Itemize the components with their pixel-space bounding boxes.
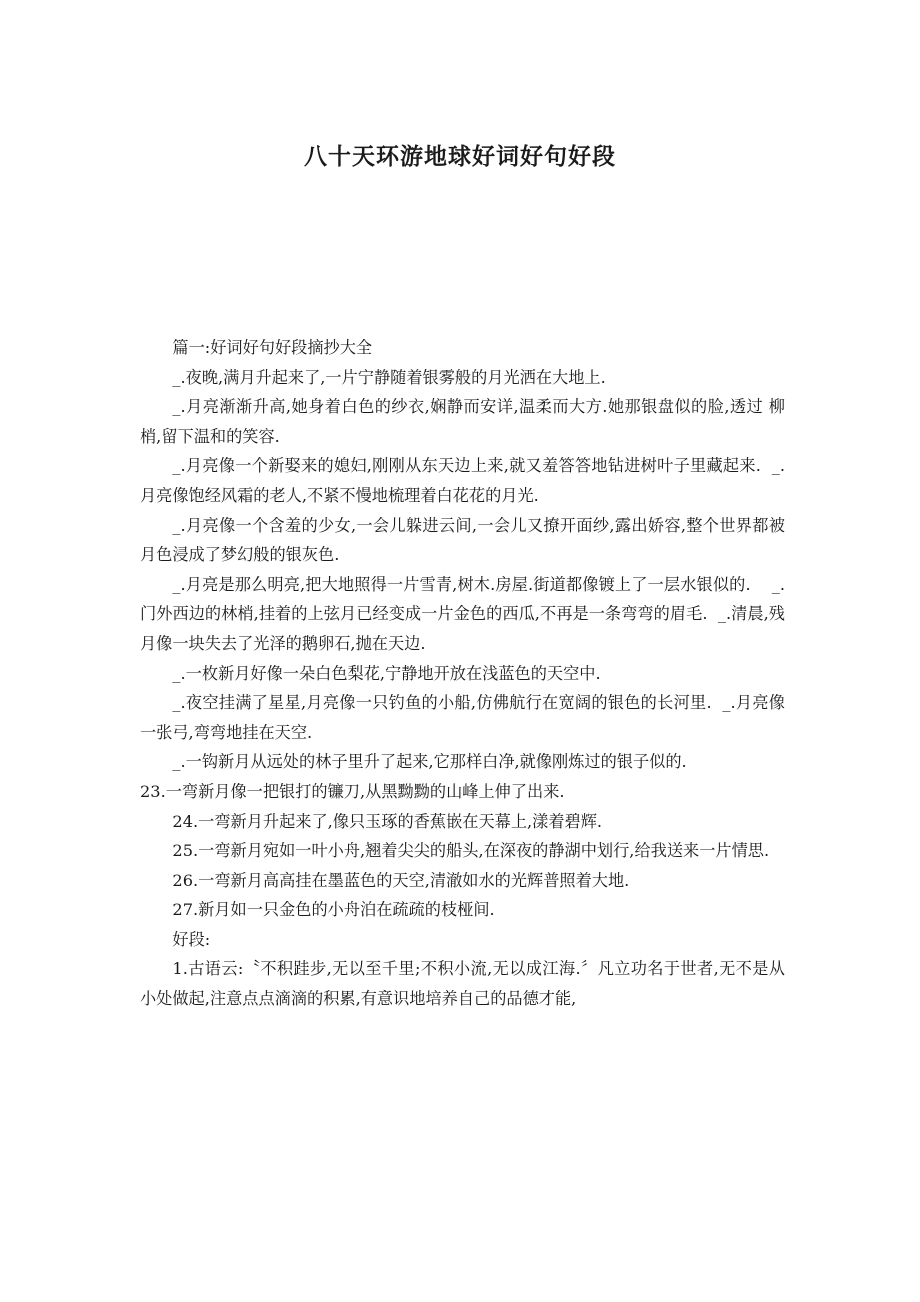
paragraph: _.月亮像一个新娶来的媳妇,刚刚从东天边上来,就又羞答答地钻进树叶子里藏起来. _.月亮像饱经风霜的老人,不紧不慢地梳理着白花花的月光. <box>140 456 785 505</box>
paragraph: _.月亮像一个含羞的少女,一会儿躲进云间,一会儿又撩开面纱,露出娇容,整个世界都被月色浸成了梦幻般的银灰色. <box>140 515 785 565</box>
paragraph: 25.一弯新月宛如一叶小舟,翘着尖尖的船头,在深夜的静湖中划行,给我送来一片情思. <box>172 841 770 861</box>
paragraph: 24.一弯新月升起来了,像只玉琢的香蕉嵌在天幕上,漾着碧辉. <box>172 811 603 831</box>
paragraph: _.夜空挂满了星星,月亮像一只钓鱼的小船,仿佛航行在宽阔的银色的长河里. _.月亮像一张弓,弯弯地挂在天空. <box>140 693 785 742</box>
paragraph: 26.一弯新月高高挂在墨蓝色的天空,清澈如水的光辉普照着大地. <box>172 870 630 890</box>
paragraph: _.一枚新月好像一朵白色梨花,宁静地开放在浅蓝色的天空中. <box>172 663 601 683</box>
paragraph: _.夜晚,满月升起来了,一片宁静随着银雾般的月光洒在大地上. <box>172 367 606 387</box>
document-body <box>140 333 785 1014</box>
paragraph: 1.古语云:〝不积跬步,无以至千里;不积小流,无以成江海.〞凡立功名于世者,无不是从小处做起,注意点点滴滴的积累,有意识地培养自己的品德才能, <box>140 959 785 1009</box>
paragraph: _.一钩新月从远处的林子里升了起来,它那样白净,就像刚炼过的银子似的. <box>172 752 687 772</box>
paragraph: 23.一弯新月像一把银打的镰刀,从黑黝黝的山峰上伸了出来. <box>140 781 565 801</box>
paragraph: _.月亮是那么明亮,把大地照得一片雪青,树木.房屋.街道都像镀上了一层水银似的. _.门外西边的林梢,挂着的上弦月已经变成一片金色的西瓜,不再是一条弯弯的眉毛. _.清晨,残月像一块失去了光泽的鹅卵石,抛在天边. <box>140 574 785 653</box>
section-heading: 篇一:好词好句好段摘抄大全 <box>172 338 373 357</box>
document-title: 八十天环游地球好词好句好段 <box>304 144 616 170</box>
paragraph: 27.新月如一只金色的小舟泊在疏疏的枝桠间. <box>172 900 495 920</box>
paragraph: _.月亮渐渐升高,她身着白色的纱衣,娴静而安详,温柔而大方.她那银盘似的脸,透过 柳梢,留下温和的笑容. <box>140 397 785 446</box>
section-heading: 好段: <box>172 929 211 949</box>
